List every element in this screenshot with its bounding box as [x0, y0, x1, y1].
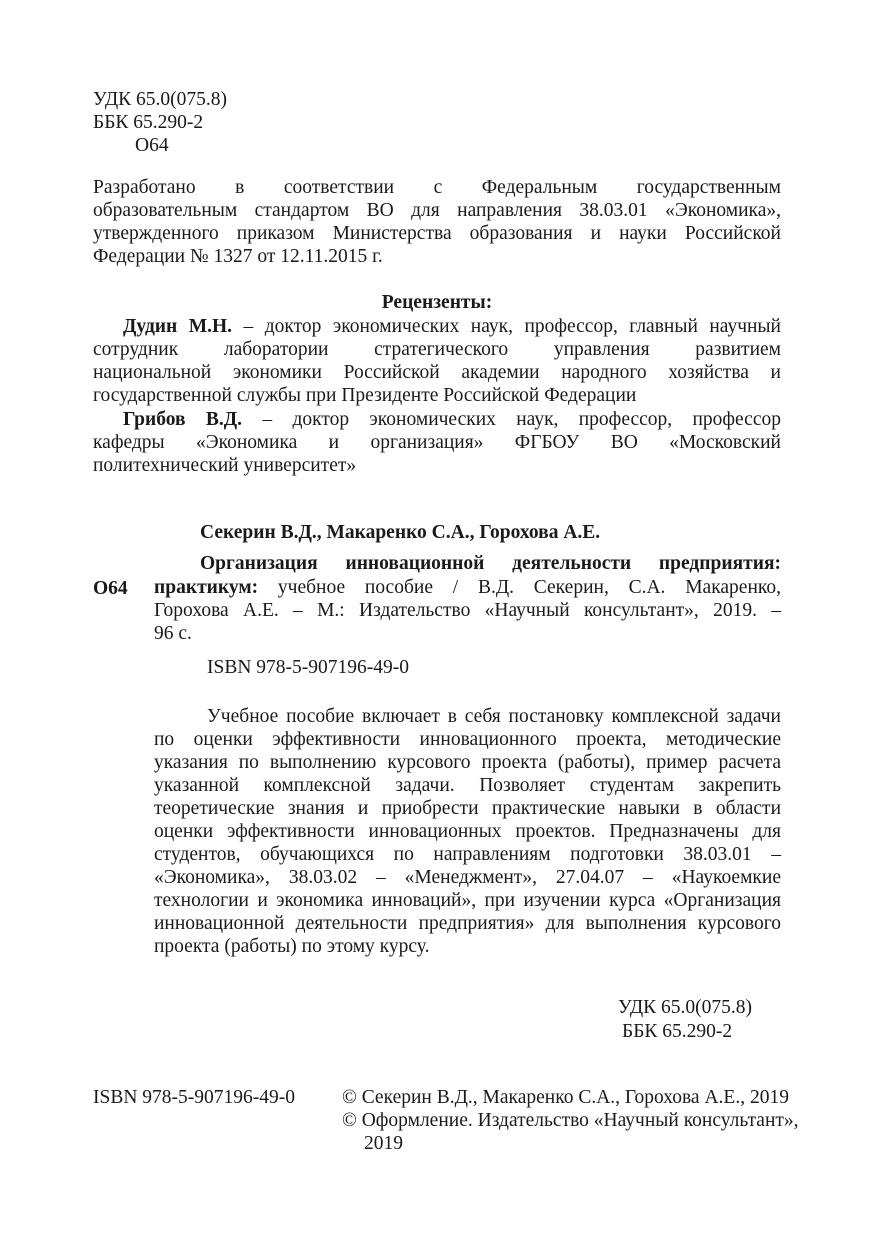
reviewer-2-line: политехнический университет» — [93, 455, 357, 476]
abstract-last-line: проекта (работы) по этому курсу. — [154, 936, 430, 957]
copyright-line: © Оформление. Издательство «Научный консультант», — [342, 1110, 799, 1131]
reviewer-1-text: – доктор экономических наук, профессор, главный научный — [232, 316, 781, 337]
reviewer-1-first-line — [123, 315, 781, 338]
book-pages: 96 с. — [154, 623, 192, 644]
developed-line: утвержденного приказом Министерства образования и науки Российской — [93, 223, 781, 244]
book-title-line: Организация инновационной деятельности предприятия: — [200, 553, 781, 574]
book-isbn: ISBN 978-5-907196-49-0 — [207, 657, 410, 678]
abstract-line: указанной комплексной задачи. Позволяет студентам закрепить — [154, 775, 781, 796]
copyright-year: 2019 — [364, 1133, 403, 1154]
reviewer-1-line: сотрудник лаборатории стратегического управления развитием — [93, 339, 781, 360]
developed-line: образовательным стандартом ВО для направления 38.03.01 «Экономика», — [93, 200, 781, 221]
book-author-sign: О64 — [93, 578, 128, 599]
book-title-line-2 — [154, 576, 781, 599]
udk-code: УДК 65.0(075.8) — [93, 89, 228, 110]
abstract-line: Учебное пособие включает в себя постановку комплексной задачи — [207, 706, 781, 727]
footer-bbk: ББК 65.290-2 — [622, 1021, 733, 1042]
abstract-line: студентов, обучающихся по направлениям подготовки 38.03.01 – — [154, 844, 781, 865]
book-imprint-line: Горохова А.Е. – М.: Издательство «Научный консультант», 2019. – — [154, 600, 781, 621]
reviewer-2-first-line — [123, 408, 781, 431]
abstract-line: по оценки эффективности инновационного проекта, методические — [154, 729, 781, 750]
reviewer-1-name: Дудин М.Н. — [123, 316, 233, 337]
reviewer-1-line: национальной экономики Российской академии народного хозяйства и — [93, 362, 781, 383]
abstract-line: теоретические знания и приобрести практические навыки в области — [154, 798, 781, 819]
developed-line: Федерации № 1327 от 12.11.2015 г. — [93, 246, 383, 267]
abstract-line: оценки эффективности инновационных проектов. Предназначены для — [154, 821, 781, 842]
reviewer-1-line: государственной службы при Президенте Российской Федерации — [93, 385, 637, 406]
copyright-isbn: ISBN 978-5-907196-49-0 — [93, 1087, 296, 1108]
reviewers-title: Рецензенты: — [381, 292, 493, 313]
reviewer-2-text: – доктор экономических наук, профессор, профессор — [242, 409, 781, 430]
abstract-line: «Экономика», 38.03.02 – «Менеджмент», 27.04.07 – «Наукоемкие — [154, 867, 781, 888]
footer-udk: УДК 65.0(075.8) — [618, 997, 753, 1018]
reviewer-2-line: кафедры «Экономика и организация» ФГБОУ ВО «Московский — [93, 432, 781, 453]
abstract-line: инновационной деятельности предприятия» для выполнения курсового — [154, 913, 781, 934]
reviewer-2-name: Грибов В.Д. — [123, 409, 243, 430]
author-sign: О64 — [135, 135, 169, 156]
abstract-line: указания по выполнению курсового проекта (работы), пример расчета — [154, 752, 781, 773]
abstract-line: технологии и экономика инноваций», при изучении курса «Организация — [154, 890, 781, 911]
book-authors: Секерин В.Д., Макаренко С.А., Горохова А.Е. — [200, 522, 601, 543]
book-title-rest: учебное пособие / В.Д. Секерин, С.А. Макаренко, — [258, 577, 781, 598]
developed-line: Разработано в соответствии с Федеральным государственным — [93, 177, 781, 198]
bbk-code: ББК 65.290-2 — [93, 112, 204, 133]
book-title-bold: практикум: — [154, 577, 259, 598]
copyright-line: © Секерин В.Д., Макаренко С.А., Горохова А.Е., 2019 — [342, 1087, 789, 1108]
